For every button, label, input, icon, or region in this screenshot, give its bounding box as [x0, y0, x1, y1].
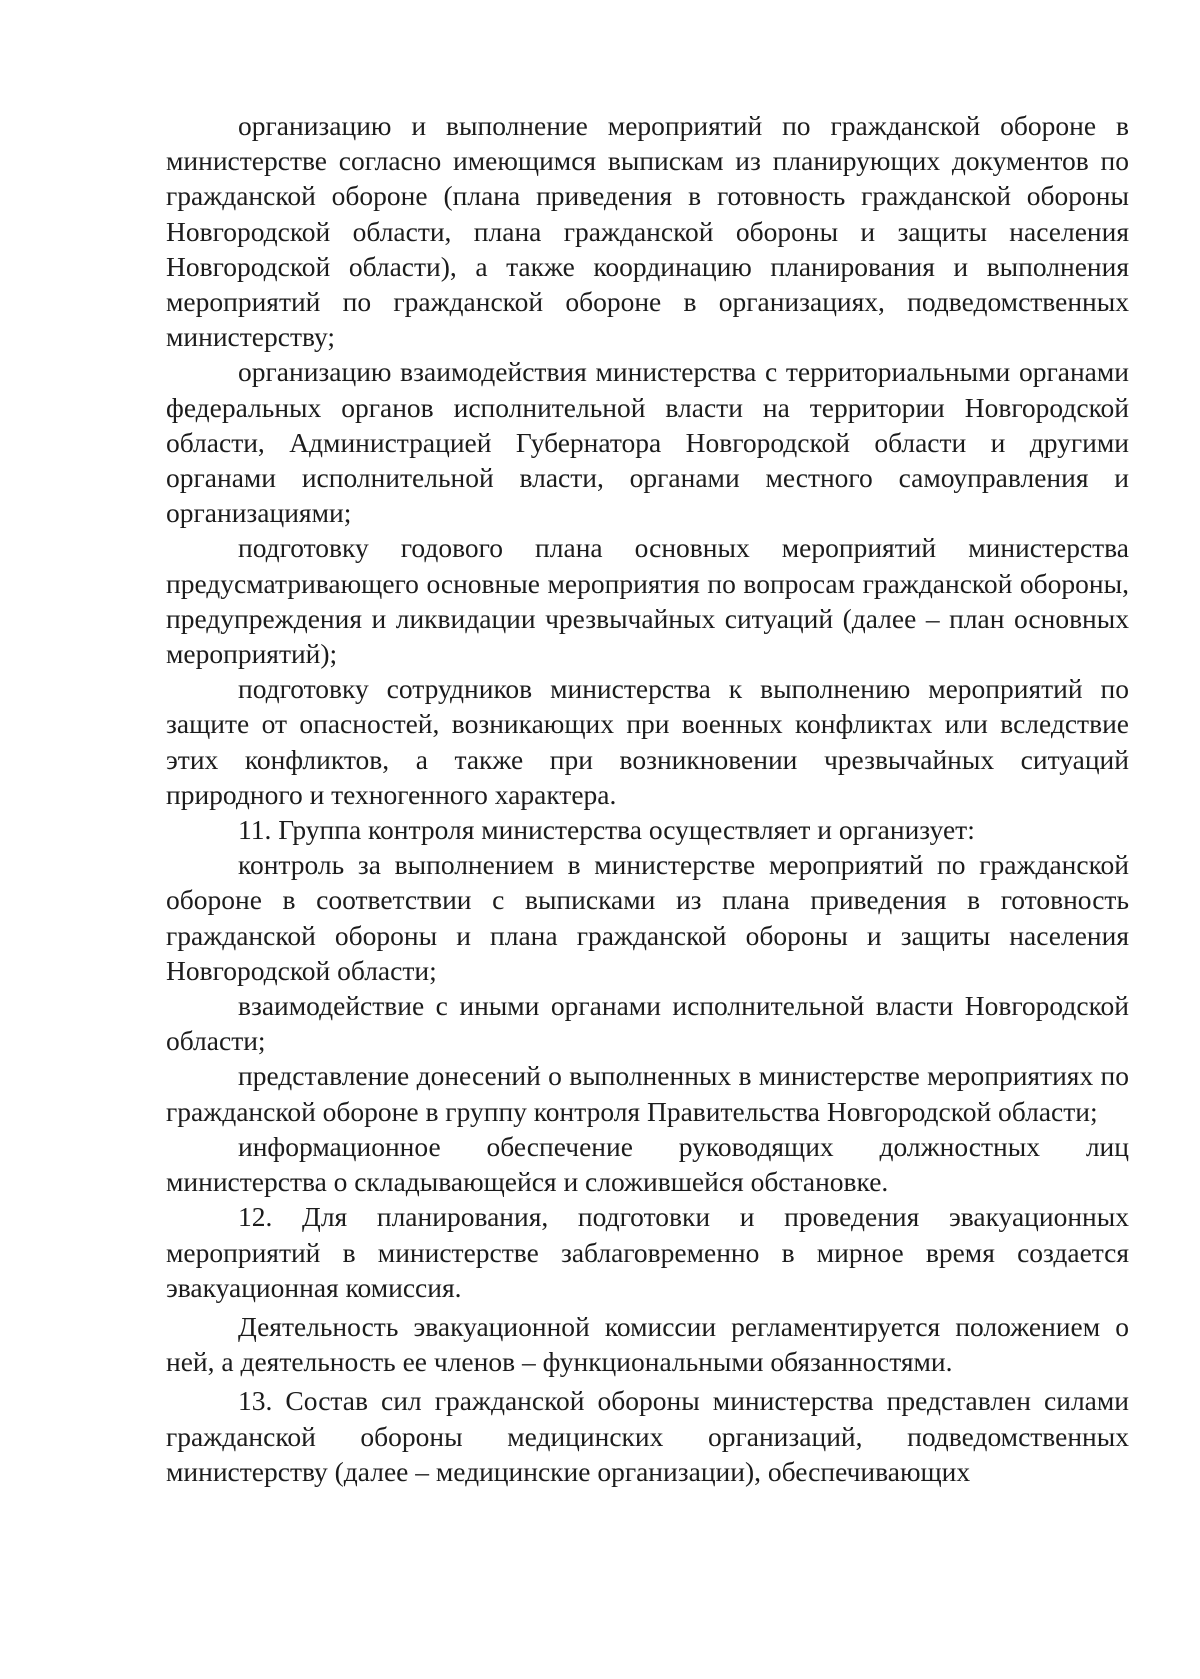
paragraph-10: 12. Для планирования, подготовки и проведения эвакуационных мероприятий в министерстве заблаговременно в мирное время создается эвакуационная комиссия.	[166, 1201, 1129, 1303]
paragraph-8: представление донесений о выполненных в министерстве мероприятиях по гражданской обороне в группу контроля Правительства Новгородской области;	[166, 1060, 1129, 1127]
paragraph-7: взаимодействие с иными органами исполнительной власти Новгородской области;	[166, 990, 1129, 1057]
paragraph-12: 13. Состав сил гражданской обороны министерства представлен силами гражданской обороны медицинских организаций, подведомственных министерству (далее – медицинские организации), обеспечивающих	[166, 1385, 1129, 1487]
paragraph-1: организацию и выполнение мероприятий по гражданской обороне в министерстве согласно имеющимся выпискам из планирующих документов по гражданской обороне (плана приведения в готовность гражданской обороны Новгородской области, плана гражданской обороны и защиты населения Новгородской области), а также координацию планирования и выполнения мероприятий по гражданской обороне в организациях, подведомственных министерству;	[166, 110, 1129, 353]
paragraph-6: контроль за выполнением в министерстве мероприятий по гражданской обороне в соответствии с выписками из плана приведения в готовность гражданской обороны и плана гражданской обороны и защиты населения Новгородской области;	[166, 849, 1129, 986]
paragraph-3: подготовку годового плана основных мероприятий министерства предусматривающего основные мероприятия по вопросам гражданской обороны, предупреждения и ликвидации чрезвычайных ситуаций (далее – план основных мероприятий);	[166, 532, 1129, 670]
paragraph-2: организацию взаимодействия министерства с территориальными органами федеральных органов исполнительной власти на территории Новгородской области, Администрацией Губернатора Новгородской области и другими органами исполнительной власти, органами местного самоуправления и организациями;	[166, 356, 1129, 529]
document-body	[166, 108, 1129, 1489]
paragraph-11: Деятельность эвакуационной комиссии регламентируется положением о ней, а деятельность ее членов – функциональными обязанностями.	[166, 1310, 1129, 1378]
paragraph-9: информационное обеспечение руководящих должностных лиц министерства о складывающейся и сложившейся обстановке.	[166, 1130, 1129, 1198]
paragraph-5: 11. Группа контроля министерства осуществляет и организует:	[238, 814, 975, 846]
paragraph-4: подготовку сотрудников министерства к выполнению мероприятий по защите от опасностей, возникающих при военных конфликтах или вследствие этих конфликтов, а также при возникновении чрезвычайных ситуаций природного и техногенного характера.	[166, 673, 1129, 810]
